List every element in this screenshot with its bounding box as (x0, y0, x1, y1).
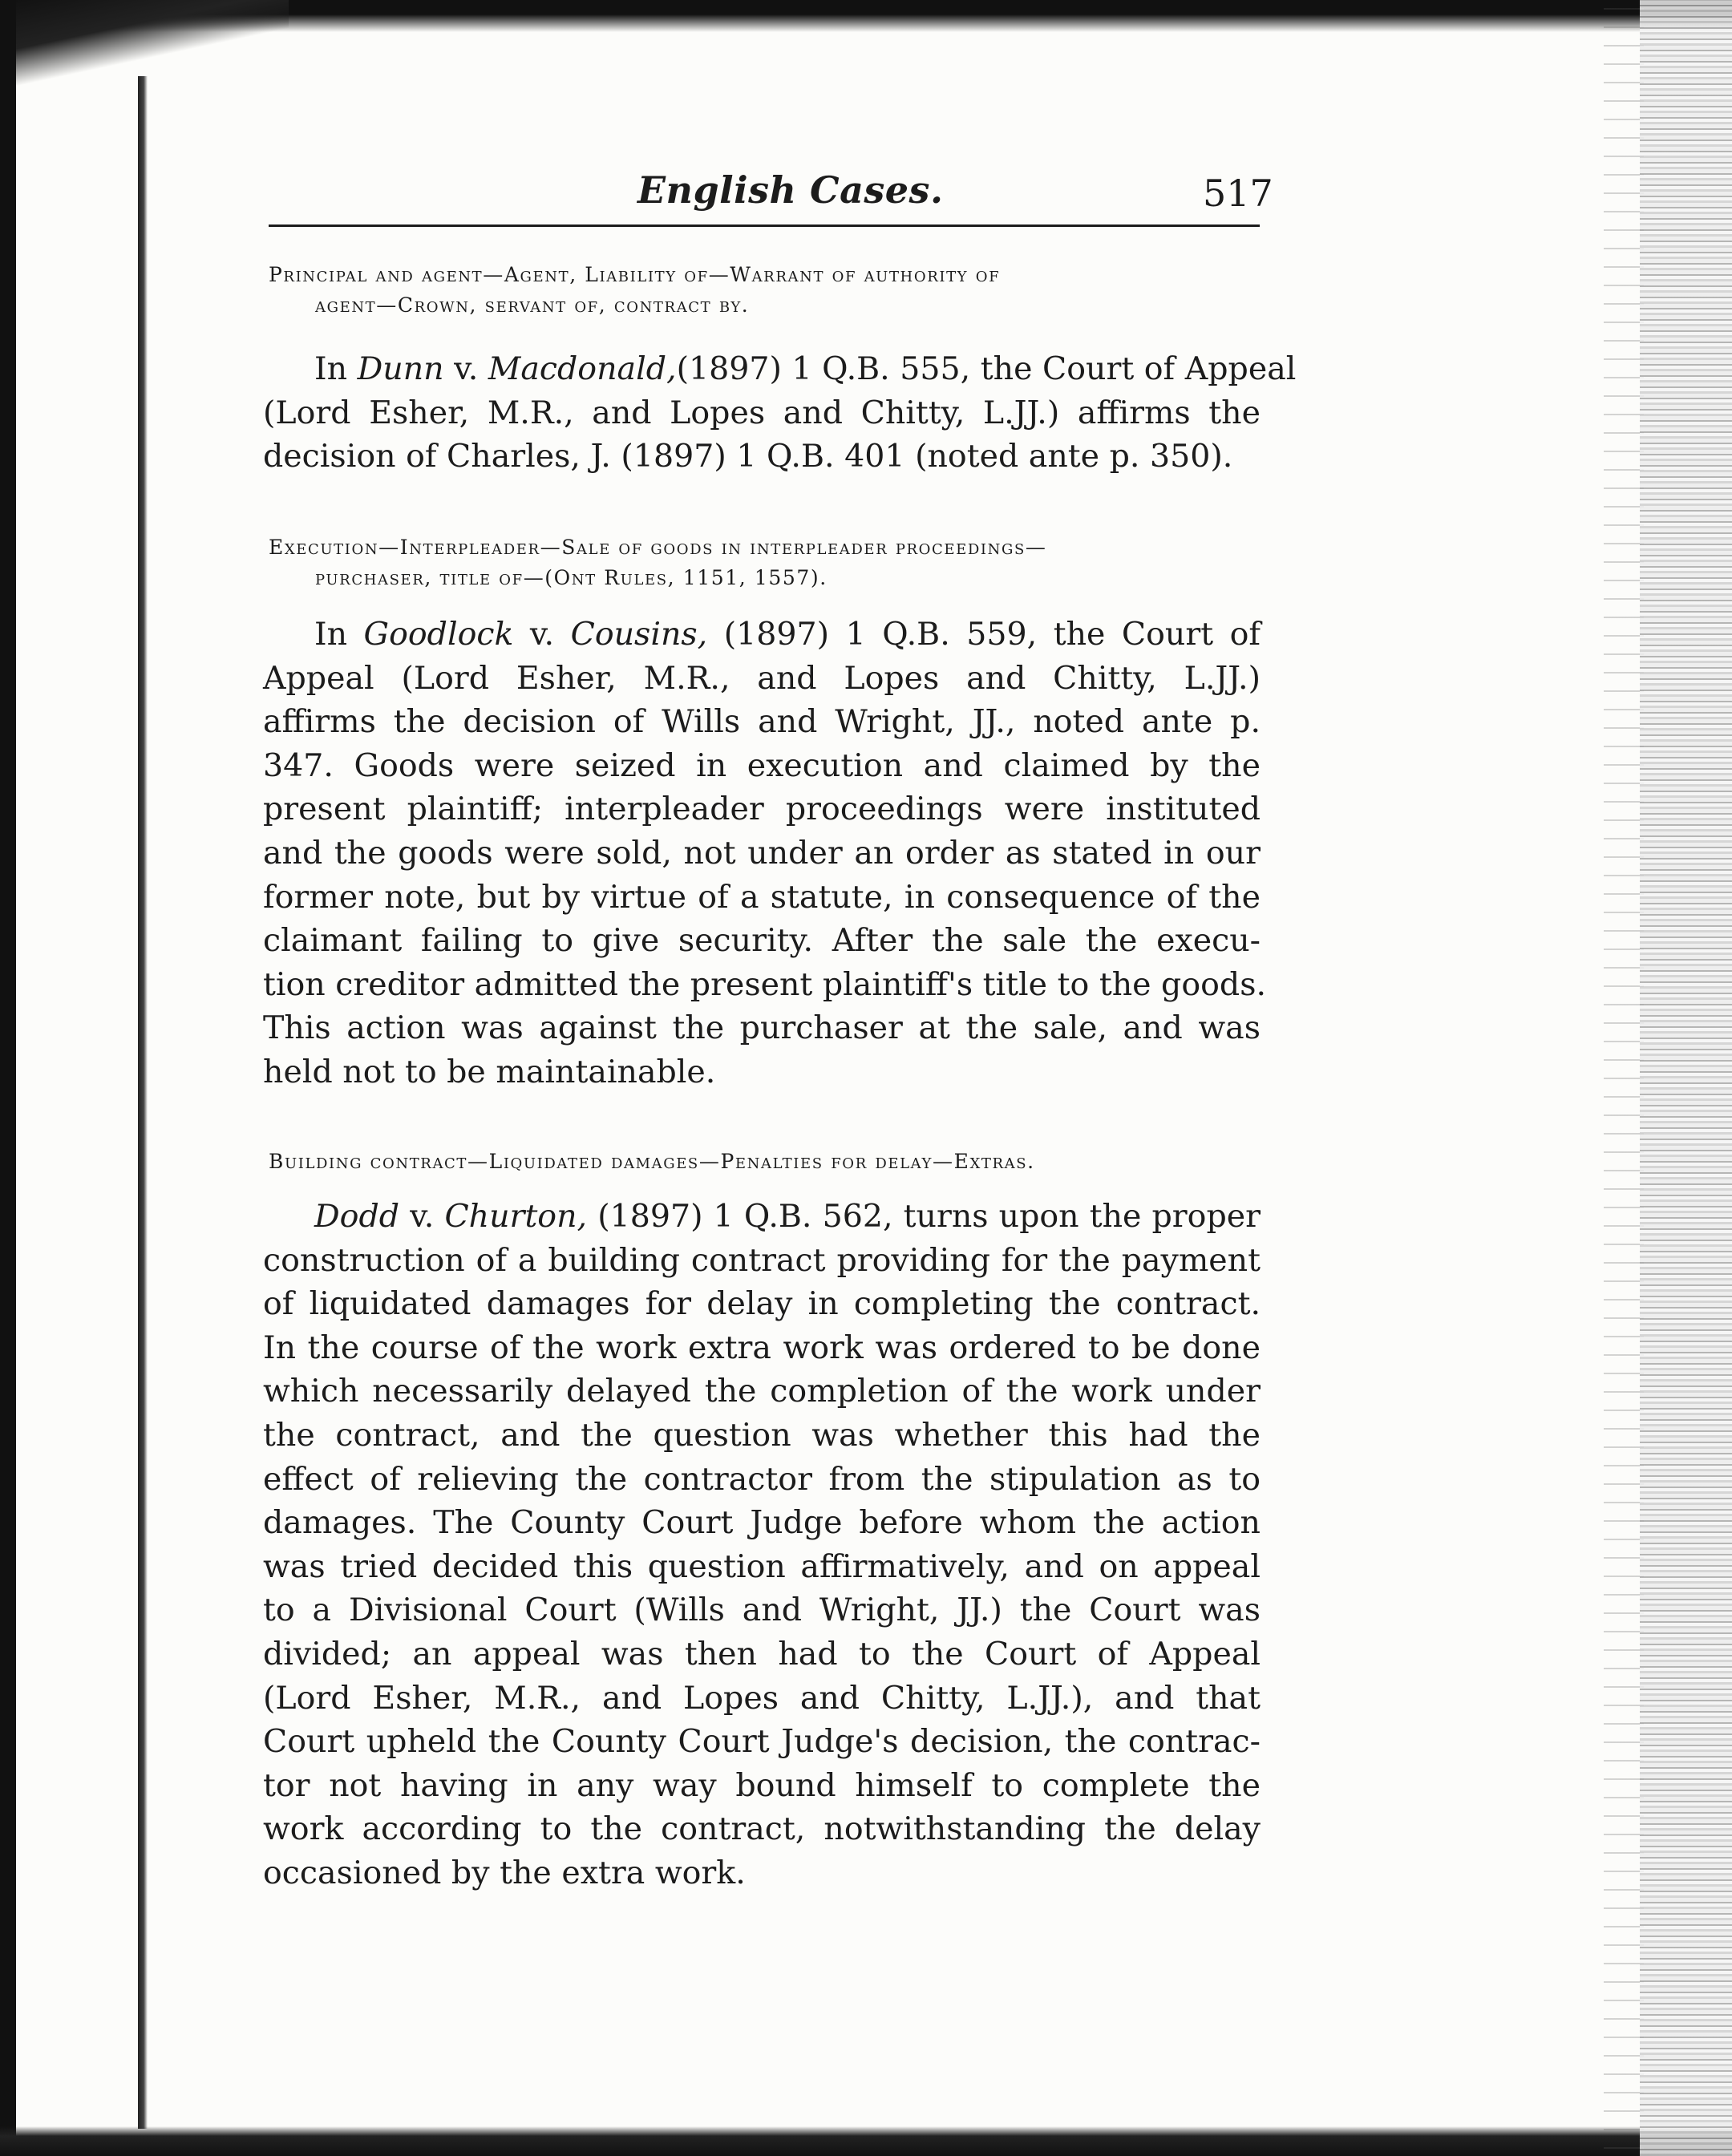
paragraph-line: to a Divisional Court (Wills and Wright, JJ.) the Court was (263, 1592, 1261, 1629)
headnote-line: Execution—Interpleader—Sale of goods in interpleader proceedings— (269, 536, 1047, 559)
paragraph-line: Court upheld the County Court Judge's decision, the contrac- (263, 1723, 1261, 1761)
text-run: v. (443, 350, 488, 387)
scan-shadow-bottom (0, 2126, 1732, 2156)
text-run: In (314, 350, 358, 387)
paragraph-line: construction of a building contract providing for the payment (263, 1241, 1261, 1279)
case-headnote (269, 260, 1260, 321)
text-run: (1897) 1 Q.B. 559, the Court of (707, 616, 1261, 653)
text-run: (1897) 1 Q.B. 562, turns upon the proper (587, 1198, 1261, 1235)
paragraph-line: 347. Goods were seized in execution and claimed by the (263, 746, 1261, 784)
paragraph-line (263, 347, 1297, 391)
page-edge-left (138, 76, 148, 2129)
case-paragraph (263, 613, 1267, 1094)
paragraph-line: In the course of the work extra work was ordered to be done (263, 1329, 1261, 1366)
case-party-name: Goodlock (363, 616, 514, 653)
headnote-line: purchaser, title of—(Ont Rules, 1151, 1557). (315, 566, 828, 589)
paragraph-line: occasioned by the extra work. (263, 1854, 746, 1891)
headnote-line: Building contract—Liquidated damages—Penalties for delay—Extras. (269, 1150, 1035, 1173)
running-head: English Cases. (637, 168, 944, 212)
paragraph-line: present plaintiff; interpleader proceedings were instituted (263, 791, 1261, 828)
headnote-line: Principal and agent—Agent, Liability of—Warrant of authority of (269, 263, 1001, 286)
paragraph-line: the contract, and the question was whether this had the (263, 1416, 1261, 1454)
paragraph-line: which necessarily delayed the completion of the work under (263, 1373, 1261, 1410)
paragraph-line: work according to the contract, notwithstanding the delay (263, 1810, 1261, 1848)
scan-shadow-left (0, 0, 16, 2156)
paragraph-line: (Lord Esher, M.R., and Lopes and Chitty, L.JJ.) affirms the (263, 394, 1261, 431)
paragraph-line: (Lord Esher, M.R., and Lopes and Chitty, L.JJ.), and that (263, 1679, 1261, 1717)
scan-shadow-corner (0, 0, 289, 88)
paragraph-line: damages. The County Court Judge before whom the action (263, 1504, 1261, 1542)
text-run: v. (399, 1198, 445, 1235)
case-headnote (269, 532, 1260, 593)
paragraph-line: former note, but by virtue of a statute, in consequence of the (263, 878, 1261, 916)
page-stack-edges (1640, 0, 1732, 2156)
case-party-name: Dodd (314, 1198, 400, 1235)
case-party-name: Dunn (357, 350, 444, 387)
paragraph-line: of liquidated damages for delay in completing the contract. (263, 1285, 1261, 1323)
paragraph-line: decision of Charles, J. (1897) 1 Q.B. 401 (noted ante p. 350). (263, 438, 1233, 475)
paragraph-line (263, 1195, 1261, 1239)
paragraph-line: This action was against the purchaser at the sale, and was (263, 1009, 1261, 1047)
paragraph-line: affirms the decision of Wills and Wright, JJ., noted ante p. (263, 703, 1261, 741)
paragraph-line: claimant failing to give security. After the sale the execu- (263, 922, 1261, 960)
paragraph-line: tor not having in any way bound himself to complete the (263, 1766, 1261, 1804)
paragraph-line (263, 613, 1261, 657)
page-stack-shadow (1604, 0, 1644, 2156)
paragraph-line: Appeal (Lord Esher, M.R., and Lopes and Chitty, L.JJ.) (263, 659, 1261, 697)
case-paragraph (263, 1195, 1261, 1895)
page-number: 517 (1203, 172, 1273, 215)
paragraph-line: was tried decided this question affirmatively, and on appeal (263, 1547, 1261, 1585)
case-party-name: Churton, (444, 1198, 588, 1235)
case-party-name: Macdonald, (488, 350, 677, 387)
paragraph-line: divided; an appeal was then had to the Court of Appeal (263, 1635, 1261, 1673)
paragraph-line: held not to be maintainable. (263, 1053, 716, 1090)
headnote-line: agent—Crown, servant of, contract by. (315, 293, 750, 317)
paragraph-line: tion creditor admitted the present plaintiff's title to the goods. (263, 965, 1267, 1003)
text-run: (1897) 1 Q.B. 555, the Court of Appeal (676, 350, 1297, 387)
case-paragraph (263, 347, 1297, 479)
header-rule (269, 224, 1260, 227)
case-headnote (269, 1147, 1239, 1177)
paragraph-line: effect of relieving the contractor from the stipulation as to (263, 1460, 1261, 1498)
text-run: v. (513, 616, 571, 653)
text-run: In (314, 616, 364, 653)
case-party-name: Cousins, (570, 616, 708, 653)
paragraph-line: and the goods were sold, not under an order as stated in our (263, 834, 1261, 872)
